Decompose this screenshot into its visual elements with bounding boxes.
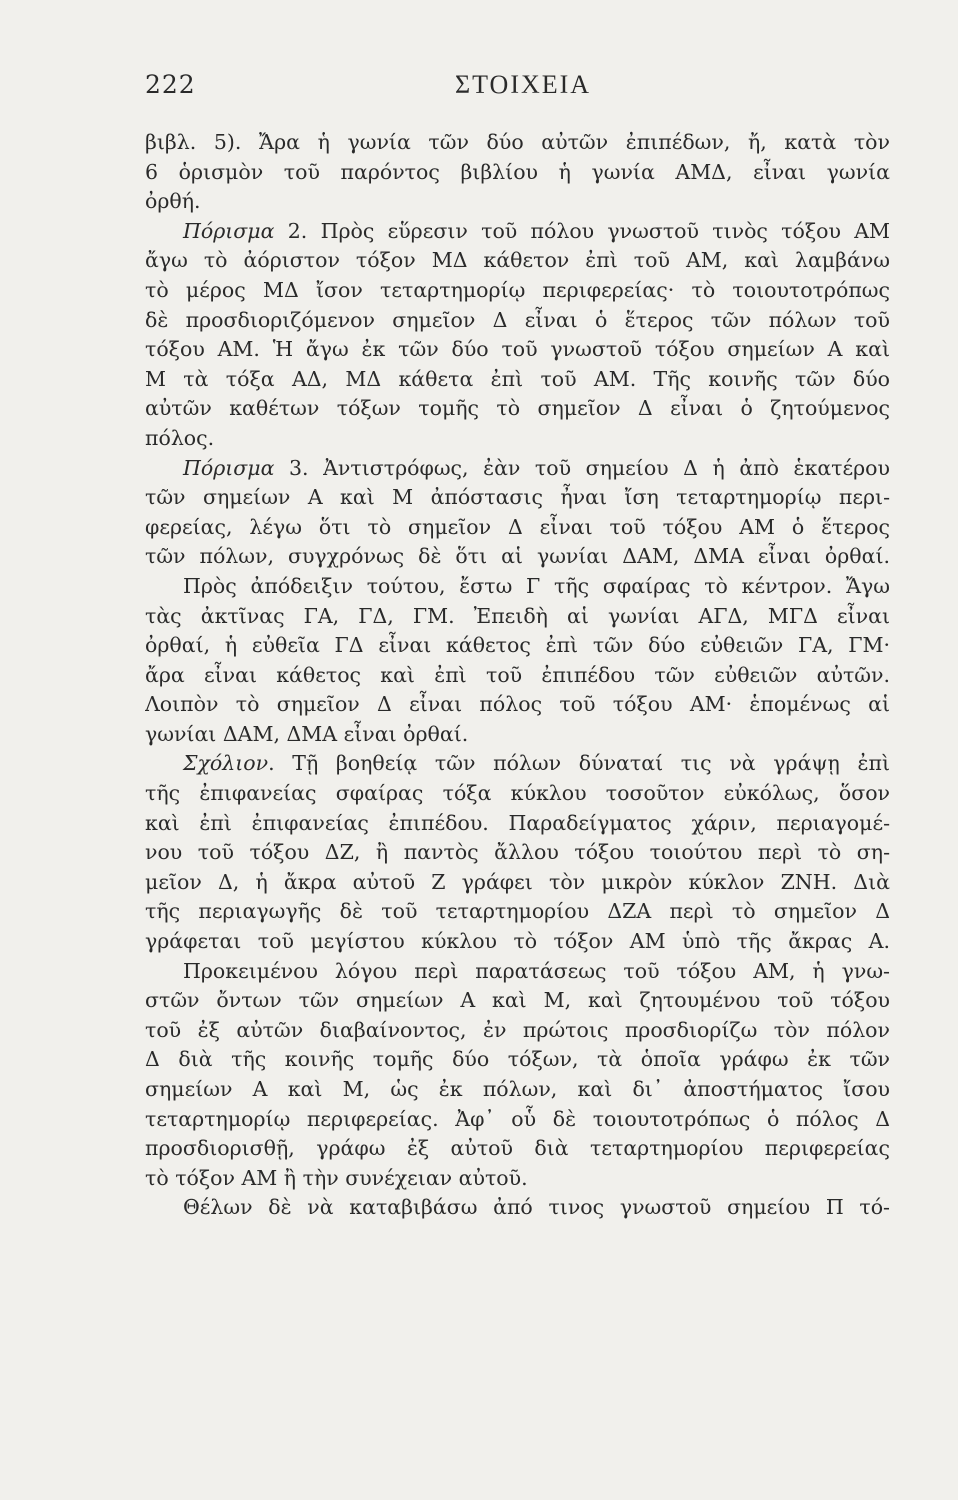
text-line bbox=[145, 749, 890, 779]
line-text: μεῖον Δ, ἡ ἄκρα αὐτοῦ Ζ γράφει τὸν μικρὸν κύκλον ΖΝΗ. Διὰ bbox=[145, 869, 890, 894]
line-text: Λοιπὸν τὸ σημεῖον Δ εἶναι πόλος τοῦ τόξου ΑΜ· ἑπομένως αἱ bbox=[145, 692, 890, 717]
line-text: γράφεται τοῦ μεγίστου κύκλου τὸ τόξον ΑΜ ὑπὸ τῆς ἄκρας Α. bbox=[145, 929, 890, 954]
line-text: τεταρτημορίῳ περιφερείας. Ἀφ᾽ οὗ δὲ τοιουτοτρόπως ὁ πόλος Δ bbox=[145, 1106, 890, 1131]
text-line bbox=[145, 1134, 890, 1164]
text-line bbox=[145, 809, 890, 839]
text-line bbox=[145, 602, 890, 632]
text-line bbox=[145, 306, 890, 336]
line-text: γωνίαι ΔΑΜ, ΔΜΑ εἶναι ὀρθαί. bbox=[145, 721, 469, 746]
section-label: Σχόλιον bbox=[183, 751, 269, 776]
text-line bbox=[145, 1045, 890, 1075]
text-line bbox=[145, 187, 890, 217]
line-text: βιβλ. 5). Ἄρα ἡ γωνία τῶν δύο αὐτῶν ἐπιπέδων, ἤ, κατὰ τὸν bbox=[145, 130, 890, 154]
text-line bbox=[145, 957, 890, 987]
line-text: ἄρα εἶναι κάθετος καὶ ἐπὶ τοῦ ἐπιπέδου τῶν εὐθειῶν αὐτῶν. bbox=[145, 662, 890, 687]
text-line bbox=[145, 720, 890, 750]
text-line bbox=[145, 365, 890, 395]
page-header bbox=[145, 70, 890, 110]
line-text: φερείας, λέγω ὅτι τὸ σημεῖον Δ εἶναι τοῦ τόξου ΑΜ ὁ ἕτερος bbox=[145, 514, 890, 539]
text-line bbox=[145, 335, 890, 365]
running-title: ΣΤΟΙΧΕΙΑ bbox=[455, 70, 592, 99]
line-text: τῶν σημείων Α καὶ Μ ἀπόστασις ἦναι ἴση τεταρτημορίῳ περι- bbox=[145, 485, 890, 510]
text-line bbox=[145, 276, 890, 306]
line-text: 2. Πρὸς εὕρεσιν τοῦ πόλου γνωστοῦ τινὸς τόξου ΑΜ bbox=[274, 218, 890, 243]
line-text: Μ τὰ τόξα ΑΔ, ΜΔ κάθετα ἐπὶ τοῦ ΑΜ. Τῆς κοινῆς τῶν δύο bbox=[145, 366, 890, 391]
text-line bbox=[145, 424, 890, 454]
line-text: τοῦ ἐξ αὐτῶν διαβαίνοντος, ἐν πρώτοις προσδιορίζω τὸν πόλον bbox=[145, 1017, 890, 1042]
line-text: Θέλων δὲ νὰ καταβιβάσω ἀπό τινος γνωστοῦ σημείου Π τό- bbox=[183, 1195, 890, 1220]
line-text: τὸ τόξον ΑΜ ἢ τὴν συνέχειαν αὐτοῦ. bbox=[145, 1165, 528, 1190]
line-text: τὸ μέρος ΜΔ ἴσον τεταρτημορίῳ περιφερείας· τὸ τοιουτοτρόπως bbox=[145, 277, 890, 302]
text-line bbox=[145, 246, 890, 276]
line-text: τὰς ἀκτῖνας ΓΑ, ΓΔ, ΓΜ. Ἐπειδὴ αἱ γωνίαι ΑΓΔ, ΜΓΔ εἶναι bbox=[145, 603, 890, 628]
line-text: σημείων Α καὶ Μ, ὡς ἐκ πόλων, καὶ δι᾽ ἀποστήματος ἴσου bbox=[145, 1077, 890, 1101]
line-text: τῆς περιαγωγῆς δὲ τοῦ τεταρτημορίου ΔΖΑ περὶ τὸ σημεῖον Δ bbox=[145, 899, 890, 924]
text-line bbox=[145, 128, 890, 158]
text-line bbox=[145, 1075, 890, 1105]
line-text: πόλος. bbox=[145, 425, 215, 450]
line-text: τῶν πόλων, συγχρόνως δὲ ὅτι αἱ γωνίαι ΔΑΜ, ΔΜΑ εἶναι ὀρθαί. bbox=[145, 544, 890, 569]
text-line bbox=[145, 542, 890, 572]
text-line bbox=[145, 690, 890, 720]
line-text: Προκειμένου λόγου περὶ παρατάσεως τοῦ τόξου ΑΜ, ἡ γνω- bbox=[183, 958, 890, 983]
text-line bbox=[145, 779, 890, 809]
line-text: ὀρθαί, ἡ εὐθεῖα ΓΔ εἶναι κάθετος ἐπὶ τῶν δύο εὐθειῶν ΓΑ, ΓΜ· bbox=[145, 633, 890, 658]
text-line bbox=[145, 897, 890, 927]
text-line bbox=[145, 868, 890, 898]
line-text: στῶν ὄντων τῶν σημείων Α καὶ Μ, καὶ ζητουμένου τοῦ τόξου bbox=[145, 988, 890, 1013]
text-line bbox=[145, 454, 890, 484]
line-text: Πρὸς ἀπόδειξιν τούτου, ἔστω Γ τῆς σφαίρας τὸ κέντρον. Ἄγω bbox=[183, 573, 890, 598]
line-text: τόξου ΑΜ. Ἡ ἄγω ἐκ τῶν δύο τοῦ γνωστοῦ τόξου σημείων Α καὶ bbox=[145, 337, 890, 362]
text-line bbox=[145, 1016, 890, 1046]
text-line bbox=[145, 158, 890, 188]
section-label: Πόρισμα bbox=[183, 218, 275, 243]
line-text: τῆς ἐπιφανείας σφαίρας τόξα κύκλου τοσοῦτον εὐκόλως, ὅσον bbox=[145, 781, 890, 806]
line-text: 6 ὁρισμὸν τοῦ παρόντος βιβλίου ἡ γωνία ΑΜΔ, εἶναι γωνία bbox=[145, 159, 890, 184]
text-line bbox=[145, 394, 890, 424]
line-text: . Τῇ βοηθείᾳ τῶν πόλων δύναταί τις νὰ γράψῃ ἐπὶ bbox=[268, 751, 890, 776]
line-text: Δ διὰ τῆς κοινῆς τομῆς δύο τόξων, τὰ ὁποῖα γράφω ἐκ τῶν bbox=[145, 1047, 890, 1072]
text-line bbox=[145, 513, 890, 543]
text-line bbox=[145, 483, 890, 513]
text-line bbox=[145, 838, 890, 868]
line-text: 3. Ἀντιστρόφως, ἐὰν τοῦ σημείου Δ ἡ ἀπὸ ἑκατέρου bbox=[274, 455, 890, 480]
page-number: 222 bbox=[145, 70, 196, 99]
line-text: νου τοῦ τόξου ΔΖ, ἢ παντὸς ἄλλου τόξου τοιούτου περὶ τὸ ση- bbox=[145, 840, 890, 865]
page-body bbox=[145, 128, 890, 1223]
text-line bbox=[145, 631, 890, 661]
text-line bbox=[145, 572, 890, 602]
text-line bbox=[145, 661, 890, 691]
line-text: ἄγω τὸ ἀόριστον τόξον ΜΔ κάθετον ἐπὶ τοῦ ΑΜ, καὶ λαμβάνω bbox=[145, 248, 890, 273]
text-line bbox=[145, 927, 890, 957]
line-text: καὶ ἐπὶ ἐπιφανείας ἐπιπέδου. Παραδείγματος χάριν, περιαγομέ- bbox=[145, 810, 890, 835]
text-line bbox=[145, 986, 890, 1016]
line-text: προσδιορισθῇ, γράφω ἐξ αὐτοῦ διὰ τεταρτημορίου περιφερείας bbox=[145, 1136, 890, 1161]
text-line bbox=[145, 1193, 890, 1223]
text-line bbox=[145, 217, 890, 247]
text-line bbox=[145, 1164, 890, 1194]
section-label: Πόρισμα bbox=[183, 455, 275, 480]
line-text: ὀρθή. bbox=[145, 189, 201, 214]
line-text: αὐτῶν καθέτων τόξων τομῆς τὸ σημεῖον Δ εἶναι ὁ ζητούμενος bbox=[145, 396, 890, 421]
text-line bbox=[145, 1105, 890, 1135]
line-text: δὲ προσδιοριζόμενον σημεῖον Δ εἶναι ὁ ἕτερος τῶν πόλων τοῦ bbox=[145, 307, 890, 332]
